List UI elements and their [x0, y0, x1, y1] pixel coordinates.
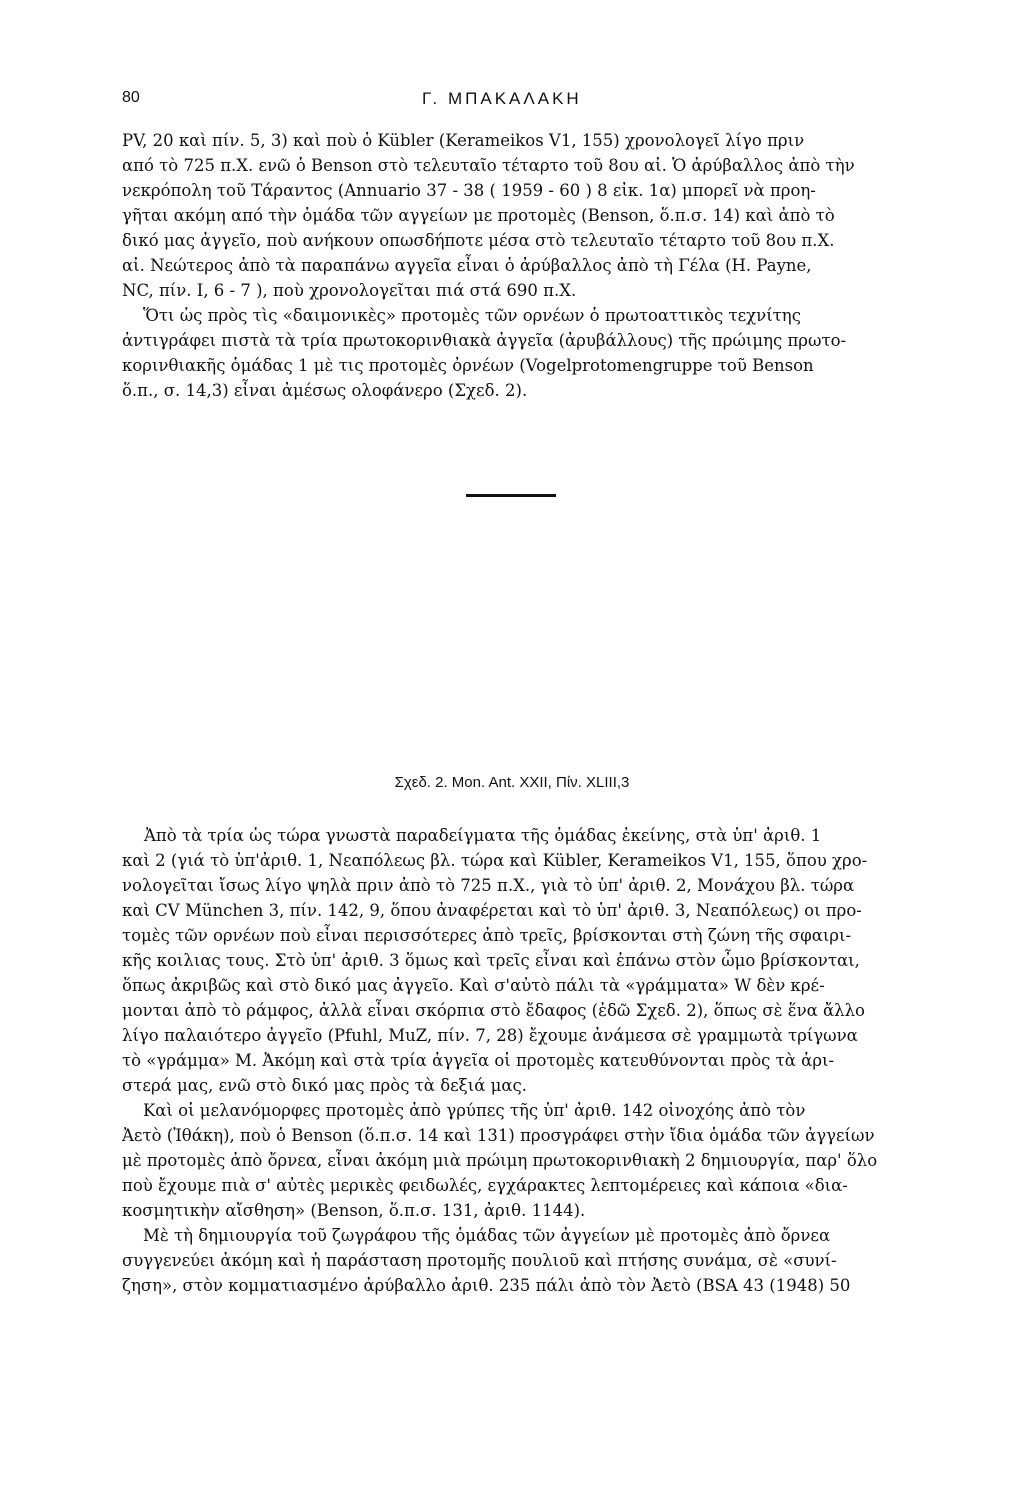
text-line: συγγενεύει ἀκόμη καὶ ἡ παράσταση προτομῆς πουλιοῦ καὶ πτήσης συνάμα, σὲ «συνί- [122, 1251, 837, 1270]
text-line: κοσμητικὴν αἴσθηση» (Benson, ὅ.π.σ. 131, ἀριθ. 1144). [122, 1201, 586, 1220]
text-line: κῆς κοιλιας τους. Στὸ ὑπ' ἀριθ. 3 ὅμως καὶ τρεῖς εἶναι καὶ ἐπάνω στὸν ὦμο βρίσκονται, [122, 951, 860, 970]
text-line: Ἀπὸ τὰ τρία ὡς τώρα γνωστὰ παραδείγματα τῆς ὁμάδας ἐκείνης, στὰ ὑπ' ἀριθ. 1 [144, 826, 822, 845]
text-line: καὶ 2 (γιά τὸ ὑπ'ἀριθ. 1, Νεαπόλεως βλ. τώρα καὶ Kübler, Kerameikos V1, 155, ὅπου χρο- [122, 851, 868, 870]
text-line: PV, 20 καὶ πίν. 5, 3) καὶ ποὺ ὁ Kübler (Kerameikos V1, 155) χρονολογεῖ λίγο πριν [122, 131, 805, 150]
text-line: μονται ἀπὸ τὸ ράμφος, ἀλλὰ εἶναι σκόρπια στὸ ἔδαφος (ἐδῶ Σχεδ. 2), ὅπως σὲ ἕνα ἄλλο [122, 1001, 865, 1020]
section-divider [466, 494, 556, 497]
running-head: Γ. ΜΠΑΚΑΛΑΚΗ [422, 89, 582, 108]
page-header [122, 89, 912, 117]
body-text-top [122, 128, 909, 403]
text-line: λίγο παλαιότερο ἀγγεῖο (Pfuhl, MuZ, πίν. 7, 28) ἔχουμε ἀνάμεσα σὲ γραμμωτὰ τρίγωνα [122, 1026, 858, 1045]
page-number: 80 [122, 89, 140, 106]
text-line: Ὅτι ὡς πρὸς τὶς «δαιμονικὲς» προτομὲς τῶν ορνέων ὁ πρωτοαττικὸς τεχνίτης [122, 306, 801, 325]
text-line: Ἀετὸ (Ἰθάκη), ποὺ ὁ Benson (ὅ.π.σ. 14 καὶ 131) προσγράφει στὴν ἴδια ὁμάδα τῶν ἀγγείων [122, 1126, 875, 1145]
text-line: ἀντιγράφει πιστὰ τὰ τρία πρωτοκορινθιακὰ ἀγγεῖα (ἀρυβάλλους) τῆς πρώιμης πρωτο- [122, 331, 847, 350]
text-line: τὸ «γράμμα» M. Ἀκόμη καὶ στὰ τρία ἀγγεῖα οἱ προτομὲς κατευθύνονται πρὸς τὰ ἀρι- [122, 1051, 835, 1070]
text-line: ὅπως ἀκριβῶς καὶ στὸ δικό μας ἀγγεῖο. Καὶ σ'αὐτὸ πάλι τὰ «γράμματα» W δὲν κρέ- [122, 976, 825, 995]
text-line: Καὶ οἱ μελανόμορφες προτομὲς ἀπὸ γρύπες τῆς ὑπ' ἀριθ. 142 οἰνοχόης ἀπὸ τὸν [122, 1101, 806, 1120]
text-line: κορινθιακῆς ὁμάδας 1 μὲ τις προτομὲς ὀρνέων (Vogelprotomengruppe τοῦ Benson [122, 356, 814, 375]
text-line: νεκρόπολη τοῦ Τάραντος (Annuario 37 - 38 ( 1959 - 60 ) 8 εἰκ. 1α) μπορεῖ νὰ προη- [122, 181, 816, 200]
text-line: ποὺ ἔχουμε πιὰ σ' αὐτὲς μερικὲς φειδωλές, εγχάρακτες λεπτομέρειες καὶ κάποια «δια- [122, 1176, 848, 1195]
text-line: Μὲ τὴ δημιουργία τοῦ ζωγράφου τῆς ὁμάδας τῶν ἀγγείων μὲ προτομὲς ἀπὸ ὄρνεα [122, 1226, 831, 1245]
text-line: NC, πίν. I, 6 - 7 ), ποὺ χρονολογεῖται πιά στά 690 π.Χ. [122, 281, 577, 300]
text-line: δικό μας ἀγγεῖο, ποὺ ανήκουν οπωσδήποτε μέσα στὸ τελευταῖο τέταρτο τοῦ 8ου π.Χ. [122, 231, 835, 250]
figure-caption: Σχεδ. 2. Mon. Ant. XXII, Πίν. XLIII,3 [394, 774, 630, 791]
text-line: στερά μας, ενῶ στὸ δικό μας πρὸς τὰ δεξιά μας. [122, 1076, 527, 1095]
text-line: ὅ.π., σ. 14,3) εἶναι ἀμέσως ολοφάνερο (Σχεδ. 2). [122, 381, 528, 400]
text-line: νολογεῖται ἴσως λίγο ψηλὰ πριν ἀπὸ τὸ 725 π.Χ., γιὰ τὸ ὑπ' ἀριθ. 2, Μονάχου βλ. τώρα [122, 876, 855, 895]
text-line: ζηση», στὸν κομματιασμένο ἀρύβαλλο ἀριθ. 235 πάλι ἀπὸ τὸν Ἀετὸ (BSA 43 (1948) 50 [122, 1276, 851, 1295]
text-line: τομὲς τῶν ορνέων ποὺ εἶναι περισσότερες ἀπὸ τρεῖς, βρίσκονται στὴ ζώνη τῆς σφαιρι- [122, 926, 852, 945]
text-line: μὲ προτομὲς ἀπὸ ὄρνεα, εἶναι ἀκόμη μιὰ πρώιμη πρωτοκορινθιακὴ 2 δημιουργία, παρ' ὅλο [122, 1151, 878, 1170]
text-line: καὶ CV München 3, πίν. 142, 9, ὅπου ἀναφέρεται καὶ τὸ ὑπ' ἀριθ. 3, Νεαπόλεως) οι προ- [122, 901, 862, 920]
text-line: γῆται ακόμη από τὴν ὁμάδα τῶν αγγείων με προτομὲς (Benson, ὅ.π.σ. 14) καὶ ἀπὸ τὸ [122, 206, 835, 225]
body-text-bottom [122, 823, 909, 1298]
text-line: αἰ. Νεώτερος ἀπὸ τὰ παραπάνω αγγεῖα εἶναι ὁ ἀρύβαλλος ἀπὸ τὴ Γέλα (Η. Payne, [122, 256, 812, 275]
text-line: από τὸ 725 π.Χ. ενῶ ὁ Benson στὸ τελευταῖο τέταρτο τοῦ 8ου αἰ. Ὁ ἀρύβαλλος ἀπὸ τὴν [122, 156, 855, 175]
